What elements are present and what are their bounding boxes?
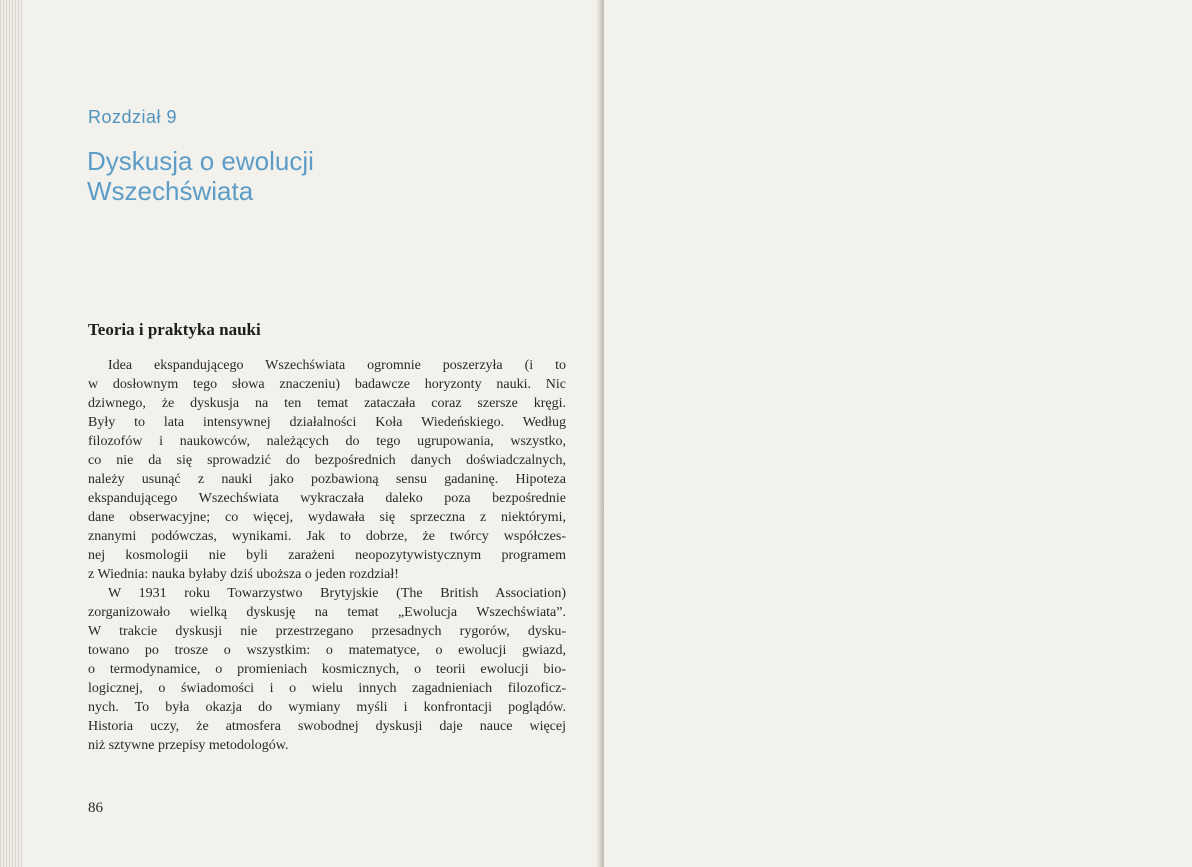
left-body-text (88, 356, 566, 755)
text-line: należy usunąć z nauki jako pozbawioną sensu gadaninę. Hipoteza (88, 472, 566, 487)
text-line: co nie da się sprowadzić do bezpośrednich danych doświadczalnych, (88, 453, 566, 468)
page-edges (0, 0, 22, 867)
text-line: W trakcie dyskusji nie przestrzegano przesadnych rygorów, dysku- (88, 624, 566, 639)
text-line: towano po trosze o wszystkim: o matematyce, o ewolucji gwiazd, (88, 643, 566, 658)
text-line: Były to lata intensywnej działalności Koła Wiedeńskiego. Według (88, 415, 566, 430)
text-line: W 1931 roku Towarzystwo Brytyjskie (The British Association) (108, 586, 566, 601)
text-line: filozofów i naukowców, należących do tego ugrupowania, wszystko, (88, 434, 566, 449)
text-line: zorganizowało wielką dyskusję na temat „Ewolucja Wszechświata”. (88, 605, 566, 620)
chapter-title-line: Dyskusja o ewolucji (87, 146, 314, 176)
page-number-left: 86 (88, 800, 103, 816)
text-line: znanymi podówczas, wynikami. Jak to dobrze, że twórcy współczes- (88, 529, 566, 544)
text-line: nych. To była okazja do wymiany myśli i konfrontacji poglądów. (88, 700, 566, 715)
text-line: niż sztywne przepisy metodologów. (88, 738, 289, 753)
text-line: dziwnego, że dyskusja na ten temat zataczała coraz szersze kręgi. (88, 396, 566, 411)
text-line: o termodynamice, o promieniach kosmicznych, o teorii ewolucji bio- (88, 662, 566, 677)
text-line: w dosłownym tego słowa znaczeniu) badawcze horyzonty nauki. Nic (88, 377, 566, 392)
text-line: ekspandującego Wszechświata wykraczała daleko poza bezpośrednie (88, 491, 566, 506)
text-line: Historia uczy, że atmosfera swobodnej dyskusji daje nauce więcej (88, 719, 566, 734)
right-page (604, 0, 1192, 867)
text-line: Idea ekspandującego Wszechświata ogromnie poszerzyła (i to (108, 358, 566, 373)
chapter-title-line: Wszechświata (87, 176, 254, 206)
text-line: dane obserwacyjne; co więcej, wydawała się sprzeczna z niektórymi, (88, 510, 566, 525)
chapter-label: Rozdział 9 (88, 107, 178, 127)
text-line: logicznej, o świadomości i o wielu innych zagadnieniach filozoficz- (88, 681, 566, 696)
chapter-title (87, 146, 447, 206)
text-line: z Wiednia: nauka byłaby dziś uboższa o jeden rozdział! (88, 567, 399, 582)
section-heading-theory: Teoria i praktyka nauki (88, 320, 261, 339)
text-line: nej kosmologii nie byli zarażeni neopozytywistycznym programem (88, 548, 566, 563)
